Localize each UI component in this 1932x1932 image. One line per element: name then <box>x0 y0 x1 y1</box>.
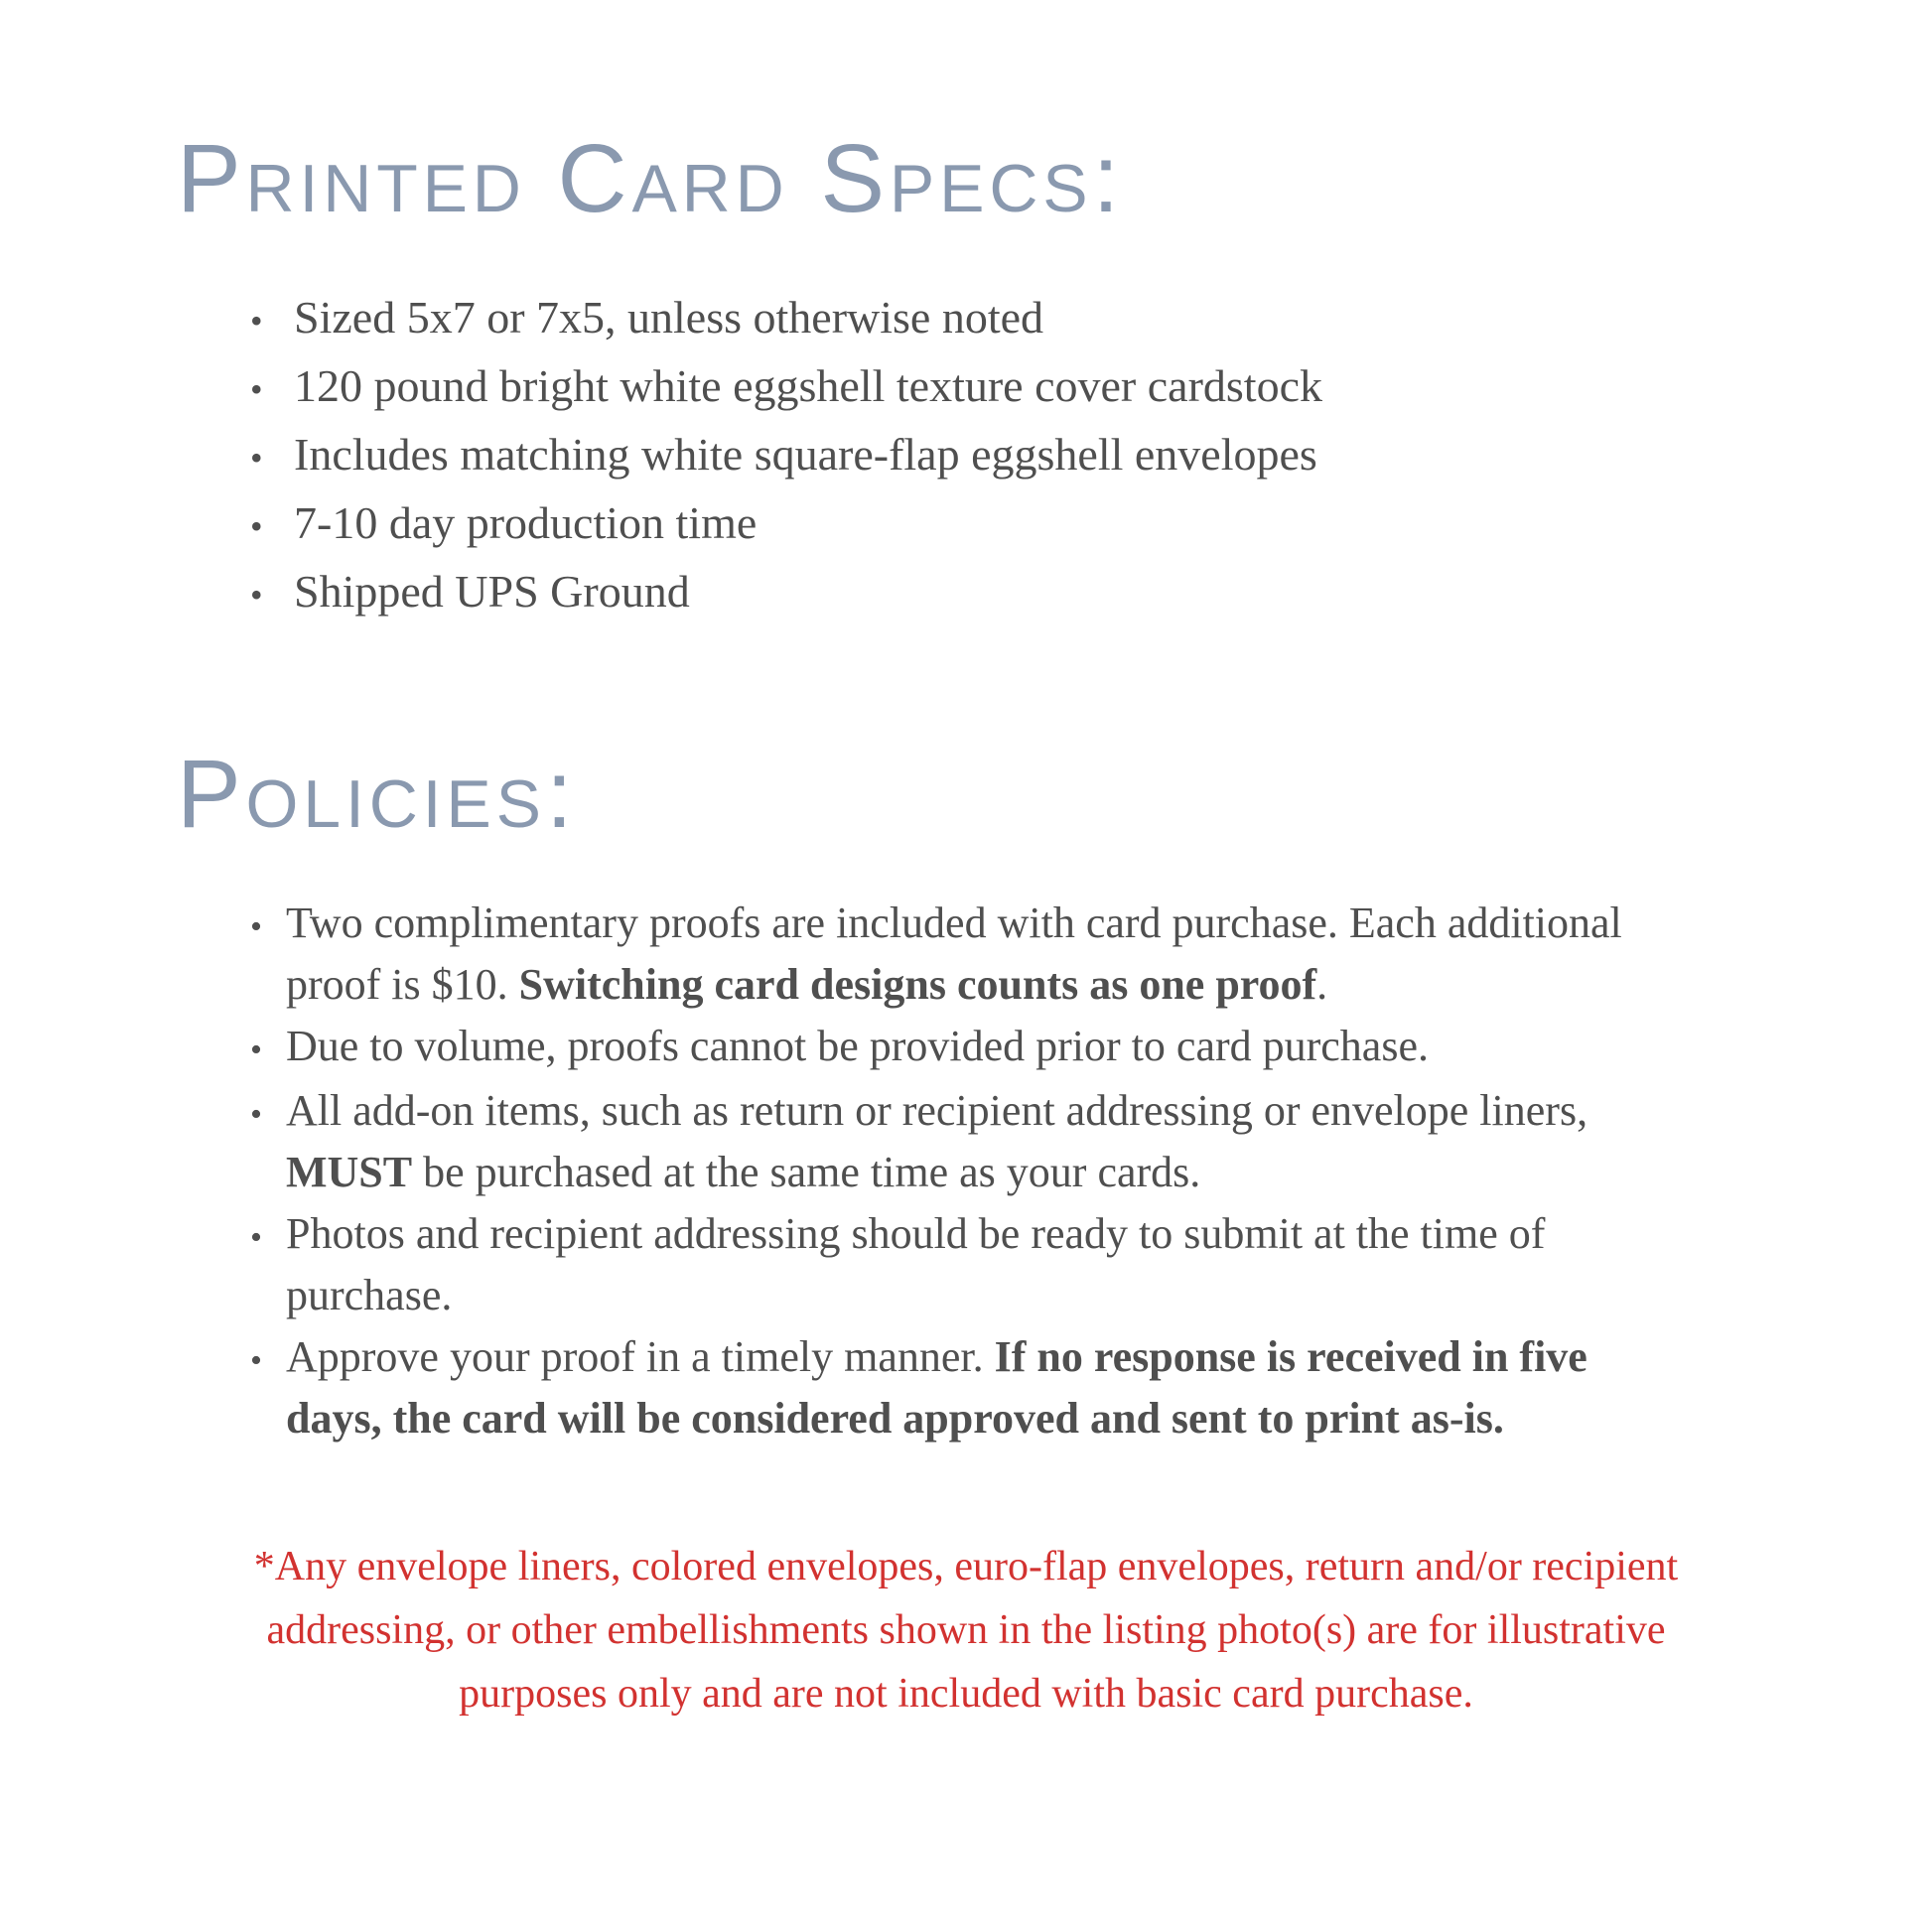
bullet-icon: • <box>250 1340 263 1379</box>
bullet-icon: • <box>250 437 263 478</box>
list-item <box>250 1326 1813 1449</box>
list-item <box>250 1016 1813 1080</box>
policies-heading: Policies: <box>177 739 578 848</box>
list-item <box>250 353 1813 422</box>
bullet-icon: • <box>250 1094 263 1133</box>
policies-list <box>0 893 1932 1449</box>
bullet-icon: • <box>250 1030 263 1068</box>
list-item-text: All add-on items, such as return or recipient addressing or envelope liners, MUST be purchased at the same time as your cards. <box>286 1085 1588 1196</box>
list-item-text: Includes matching white square-flap eggshell envelopes <box>294 428 1317 480</box>
list-item-text: Photos and recipient addressing should be ready to submit at the time of purchase. <box>286 1208 1546 1319</box>
list-item <box>250 285 1813 353</box>
bullet-icon: • <box>250 1217 263 1256</box>
list-item-text: Due to volume, proofs cannot be provided prior to card purchase. <box>286 1021 1429 1070</box>
list-item <box>250 1203 1813 1326</box>
list-item <box>250 893 1813 1016</box>
list-item-text: Two complimentary proofs are included with card purchase. Each additional proof is $10. Switching card designs counts as one proof. <box>286 897 1622 1009</box>
bullet-icon: • <box>250 505 263 546</box>
printed-card-specs-heading: Printed Card Specs: <box>177 124 1125 232</box>
list-item-text: 120 pound bright white eggshell texture cover cardstock <box>294 359 1322 411</box>
list-item-text: 7-10 day production time <box>294 496 758 548</box>
specs-list <box>0 285 1932 627</box>
list-item-text: Sized 5x7 or 7x5, unless otherwise noted <box>294 291 1044 343</box>
list-item-text: Shipped UPS Ground <box>294 565 690 617</box>
disclaimer-text: *Any envelope liners, colored envelopes, euro-flap envelopes, return and/or recipient addressing, or other embellishments shown in the listing photo(s) are for illustrative purposes only and are not included with basic card purchase. <box>253 1543 1679 1717</box>
list-item <box>250 559 1813 627</box>
list-item <box>250 490 1813 559</box>
bullet-icon: • <box>250 906 263 945</box>
list-item-text: Approve your proof in a timely manner. If no response is received in five days, the card will be considered approved and sent to print as-is. <box>286 1331 1587 1443</box>
list-item <box>250 422 1813 490</box>
bullet-icon: • <box>250 574 263 615</box>
bullet-icon: • <box>250 368 263 409</box>
list-item <box>250 1080 1813 1203</box>
bullet-icon: • <box>250 300 263 341</box>
